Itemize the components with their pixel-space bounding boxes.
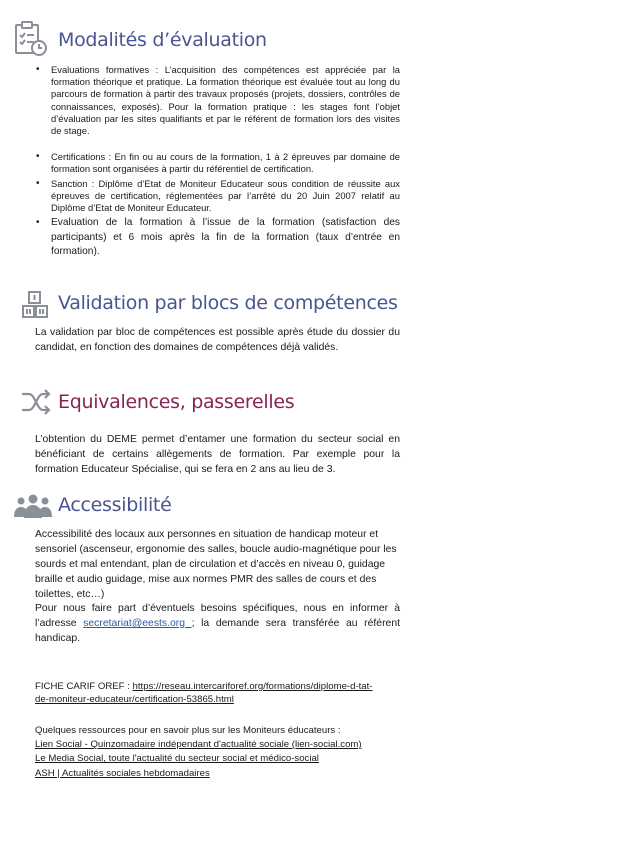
accessibilite-text-2-before: Pour nous faire part d’éventuels besoins spécifiques, nous en informer à l’adresse [35, 603, 400, 629]
stacked-blocks-icon [20, 290, 50, 320]
evaluation-item-certifications: • Certifications : En fin ou au cours de la formation, 1 à 2 épreuves par domaine de formation sont organisées à partir du référentiel de certification. [35, 151, 400, 175]
evaluation-list [35, 64, 400, 260]
resources-intro: Quelques ressources pour en savoir plus sur les Moniteurs éducateurs : [35, 725, 341, 736]
resource-link-media-social[interactable]: Le Media Social, toute l'actualité du secteur social et médico-social [35, 753, 319, 764]
equivalences-title: Equivalences, passerelles [58, 391, 295, 413]
accessibilite-text-2-after: ; la demande sera transférée au référent handicap. [35, 618, 400, 644]
shuffle-arrows-icon [20, 388, 52, 416]
evaluation-item-sanction: • Sanction : Diplôme d’Etat de Moniteur Educateur sous condition de réussite aux épreuves de certification, réglementées par l’arrêté du 20 Juin 2007 relatif au Diplôme d’Etat de Moniteur Educateur. [35, 178, 400, 215]
carif-link-part-1[interactable]: https://reseau.intercariforef.org/formations/diplome-d-tat- [132, 681, 373, 692]
blocs-text: La validation par bloc de compétences est possible après étude du dossier du candidat, en fonction des domaines de compétences déjà validés. [35, 327, 400, 353]
email-link[interactable]: secretariat@eests.org [83, 618, 192, 629]
carif-line-1 [35, 680, 373, 693]
accessibilite-text-2 [35, 601, 400, 646]
people-group-icon [13, 494, 53, 518]
equivalences-text: L’obtention du DEME permet d’entamer une formation du secteur social en bénéficiant de certains allègements de formation. Par exemple pour la formation Educateur Spécialise, qui se fera en 2 ans au lieu de 3. [35, 434, 400, 475]
clipboard-checklist-clock-icon [14, 20, 48, 58]
carif-link-part-2[interactable]: de-moniteur-educateur/certification-53865.html [35, 694, 234, 705]
blocs-title: Validation par blocs de compétences [58, 292, 398, 314]
carif-label: FICHE CARIF OREF : [35, 681, 133, 692]
resource-link-ash[interactable]: ASH | Actualités sociales hebdomadaires [35, 768, 210, 779]
evaluation-title: Modalités d’évaluation [58, 29, 267, 51]
accessibilite-text-1: Accessibilité des locaux aux personnes en situation de handicap moteur et sensoriel (ascenseur, ergonomie des salles, boucle audio-magnétique pour les sourds et mal entendant, plan de circulation et d’accès en niveau 0, guidage braille et audio guidage, mise aux normes PMR des salles de cours et des toilettes, etc…) [35, 529, 397, 600]
evaluation-item-formatives: • Evaluations formatives : L’acquisition des compétences est appréciée par la formation théorique et pratique. La formation théorique est évaluée tout au long du parcours de formation à partir des travaux proposés (projets, dossiers, contrôles de connaissances, exposés). Pour la formation pratique : les stages font l’objet d’évaluation par les sites qualifiants et par le référent de formation lors des visites de stage. [35, 64, 400, 137]
evaluation-item-formation: • Evaluation de la formation à l’issue de la formation (satisfaction des participants) et 6 mois après la fin de la formation (taux d’entrée en formation). [35, 216, 400, 260]
resource-link-lien-social[interactable]: Lien Social - Quinzomadaire indépendant d'actualité sociale (lien-social.com) [35, 739, 362, 750]
accessibilite-title: Accessibilité [58, 494, 172, 516]
